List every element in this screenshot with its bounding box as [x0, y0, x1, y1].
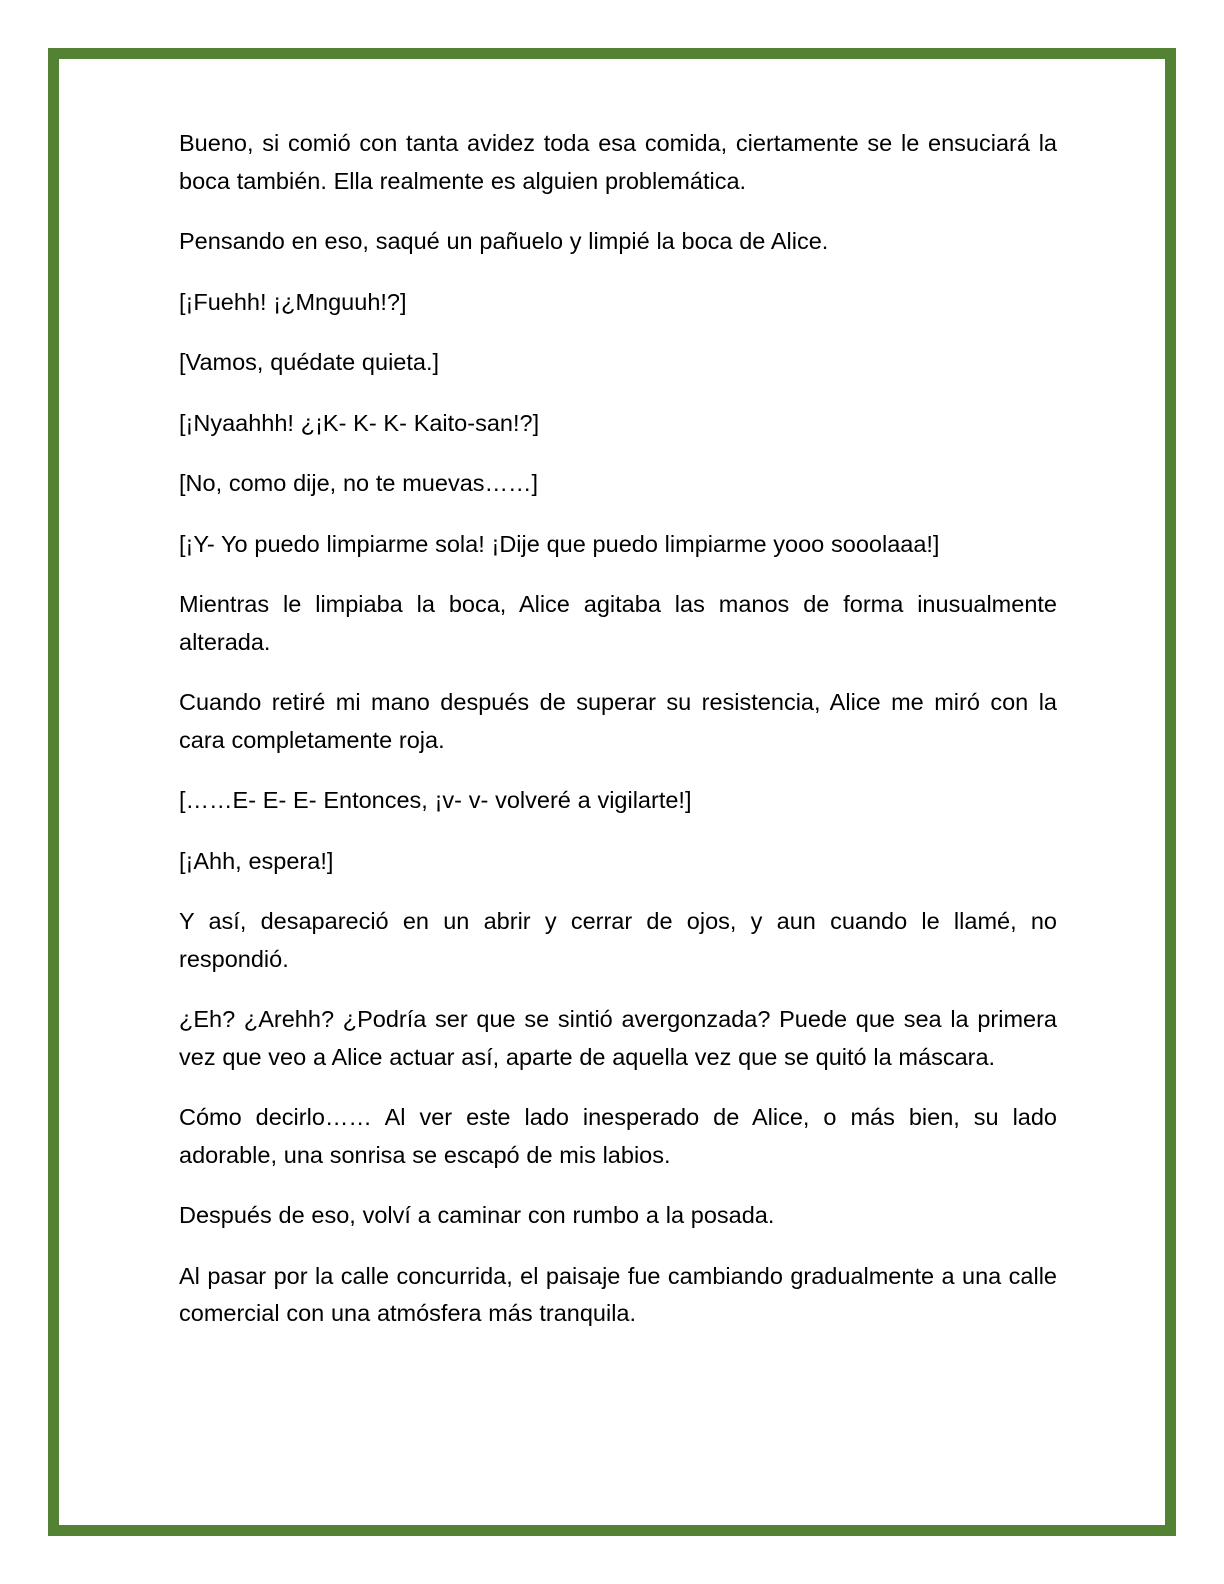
dialogue-line: [No, como dije, no te muevas……] [179, 470, 539, 496]
paragraph: Después de eso, volví a caminar con rumbo a la posada. [179, 1202, 775, 1228]
paragraph: Cómo decirlo…… Al ver este lado inesperado de Alice, o más bien, su lado adorable, una sonrisa se escapó de mis labios. [179, 1104, 1057, 1168]
paragraph: Y así, desapareció en un abrir y cerrar de ojos, y aun cuando le llamé, no respondió. [179, 908, 1057, 972]
dialogue-line: [Vamos, quédate quieta.] [179, 349, 440, 375]
dialogue-line: [¡Ahh, espera!] [179, 847, 334, 874]
dialogue-line: [……E- E- E- Entonces, ¡v- v- volveré a vigilarte!] [179, 787, 692, 813]
paragraph: Al pasar por la calle concurrida, el paisaje fue cambiando gradualmente a una calle comercial con una atmósfera más tranquila. [179, 1262, 1057, 1326]
paragraph: Mientras le limpiaba la boca, Alice agitaba las manos de forma inusualmente alterada. [179, 591, 1057, 655]
dialogue-line: [¡Nyaahhh! ¿¡K- K- K- Kaito-san!?] [179, 409, 540, 436]
paragraph: Cuando retiré mi mano después de superar su resistencia, Alice me miró con la cara completamente roja. [179, 689, 1057, 753]
dialogue-line: [¡Fuehh! ¡¿Mnguuh!?] [179, 288, 407, 315]
paragraph: Bueno, si comió con tanta avidez toda esa comida, ciertamente se le ensuciará la boca también. Ella realmente es alguien problemática. [179, 130, 1057, 194]
document-page-frame [48, 48, 1176, 1536]
dialogue-line: [¡Y- Yo puedo limpiarme sola! ¡Dije que puedo limpiarme yooo sooolaaa!] [179, 530, 940, 557]
document-text-body [179, 125, 1057, 1333]
paragraph: Pensando en eso, saqué un pañuelo y limpié la boca de Alice. [179, 228, 829, 254]
paragraph: ¿Eh? ¿Arehh? ¿Podría ser que se sintió avergonzada? Puede que sea la primera vez que veo a Alice actuar así, aparte de aquella vez que se quitó la máscara. [179, 1006, 1057, 1070]
